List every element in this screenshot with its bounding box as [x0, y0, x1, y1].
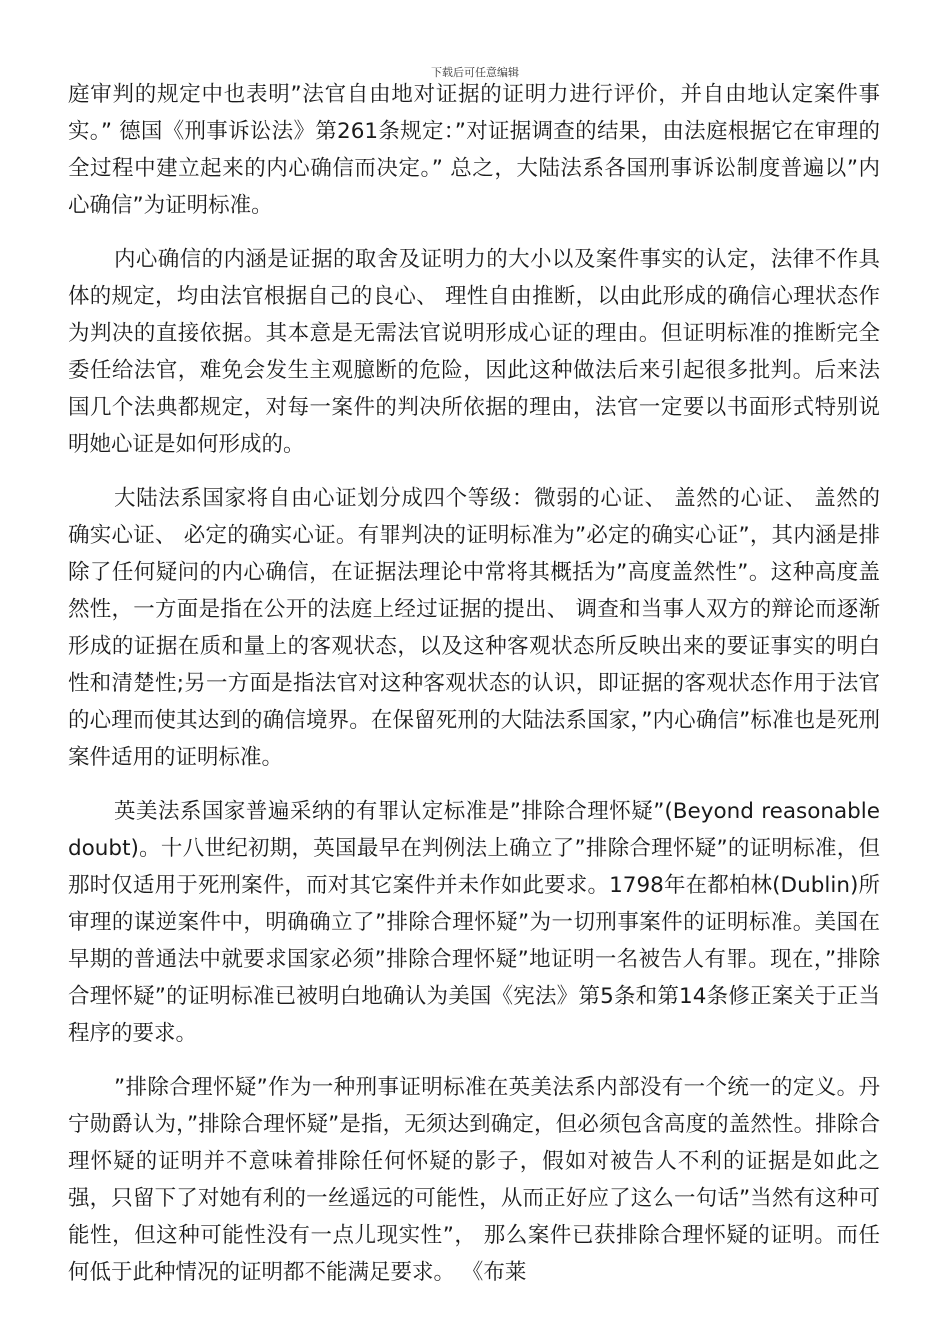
page-header-note: 下载后可任意编辑 [431, 66, 519, 79]
paragraph-5: ”排除合理怀疑”作为一种刑事证明标准在英美法系内部没有一个统一的定义。丹宁勋爵认为，”排除合理怀疑”是指，无须达到确定，但必须包含高度的盖然性。排除合理怀疑的证明并不意味着排除任何怀疑的影子，假如对被告人不利的证据是如此之强，只留下了对她有利的一丝遥远的可能性，从而正好应了这么一句话”当然有这种可能性，但这种可能性没有一点儿现实性”， 那么案件已获排除合理怀疑的证明。而任何低于此种情况的证明都不能满足要求。 《布莱 [68, 1075, 880, 1285]
paragraph-4: 英美法系国家普遍采纳的有罪认定标准是”排除合理怀疑”(Beyond reasonable doubt)。十八世纪初期，英国最早在判例法上确立了”排除合理怀疑”的证明标准，但那时仅适用于死刑案件，而对其它案件并未作如此要求。1798年在都柏林(Dublin)所审理的谋逆案件中，明确确立了”排除合理怀疑”为一切刑事案件的证明标准。美国在早期的普通法中就要求国家必须”排除合理怀疑”地证明一名被告人有罪。现在，”排除合理怀疑”的证明标准已被明白地确认为美国《宪法》第5条和第14条修正案关于正当程序的要求。 [68, 799, 880, 1046]
document-body [68, 76, 880, 1308]
paragraph-1: 庭审判的规定中也表明”法官自由地对证据的证明力进行评价，并自由地认定案件事实。” 德国《刑事诉讼法》第261条规定：”对证据调查的结果，由法庭根据它在审理的全过程中建立起来的内心确信而决定。” 总之，大陆法系各国刑事诉讼制度普遍以”内心确信”为证明标准。 [68, 82, 880, 218]
paragraph-3: 大陆法系国家将自由心证划分成四个等级：微弱的心证、 盖然的心证、 盖然的确实心证、 必定的确实心证。有罪判决的证明标准为”必定的确实心证”，其内涵是排除了任何疑问的内心确信，在证据法理论中常将其概括为”高度盖然性”。这种高度盖然性，一方面是指在公开的法庭上经过证据的提出、 调查和当事人双方的辩论而逐渐形成的证据在质和量上的客观状态，以及这种客观状态所反映出来的要证事实的明白性和清楚性;另一方面是指法官对这种客观状态的认识，即证据的客观状态作用于法官的心理而使其达到的确信境界。在保留死刑的大陆法系国家，”内心确信”标准也是死刑案件适用的证明标准。 [68, 486, 880, 770]
paragraph-2: 内心确信的内涵是证据的取舍及证明力的大小以及案件事实的认定，法律不作具体的规定，均由法官根据自己的良心、 理性自由推断，以由此形成的确信心理状态作为判决的直接依据。其本意是无需法官说明形成心证的理由。但证明标准的推断完全委任给法官，难免会发生主观臆断的危险，因此这种做法后来引起很多批判。后来法国几个法典都规定，对每一案件的判决所依据的理由，法官一定要以书面形式特别说明她心证是如何形成的。 [68, 247, 880, 457]
